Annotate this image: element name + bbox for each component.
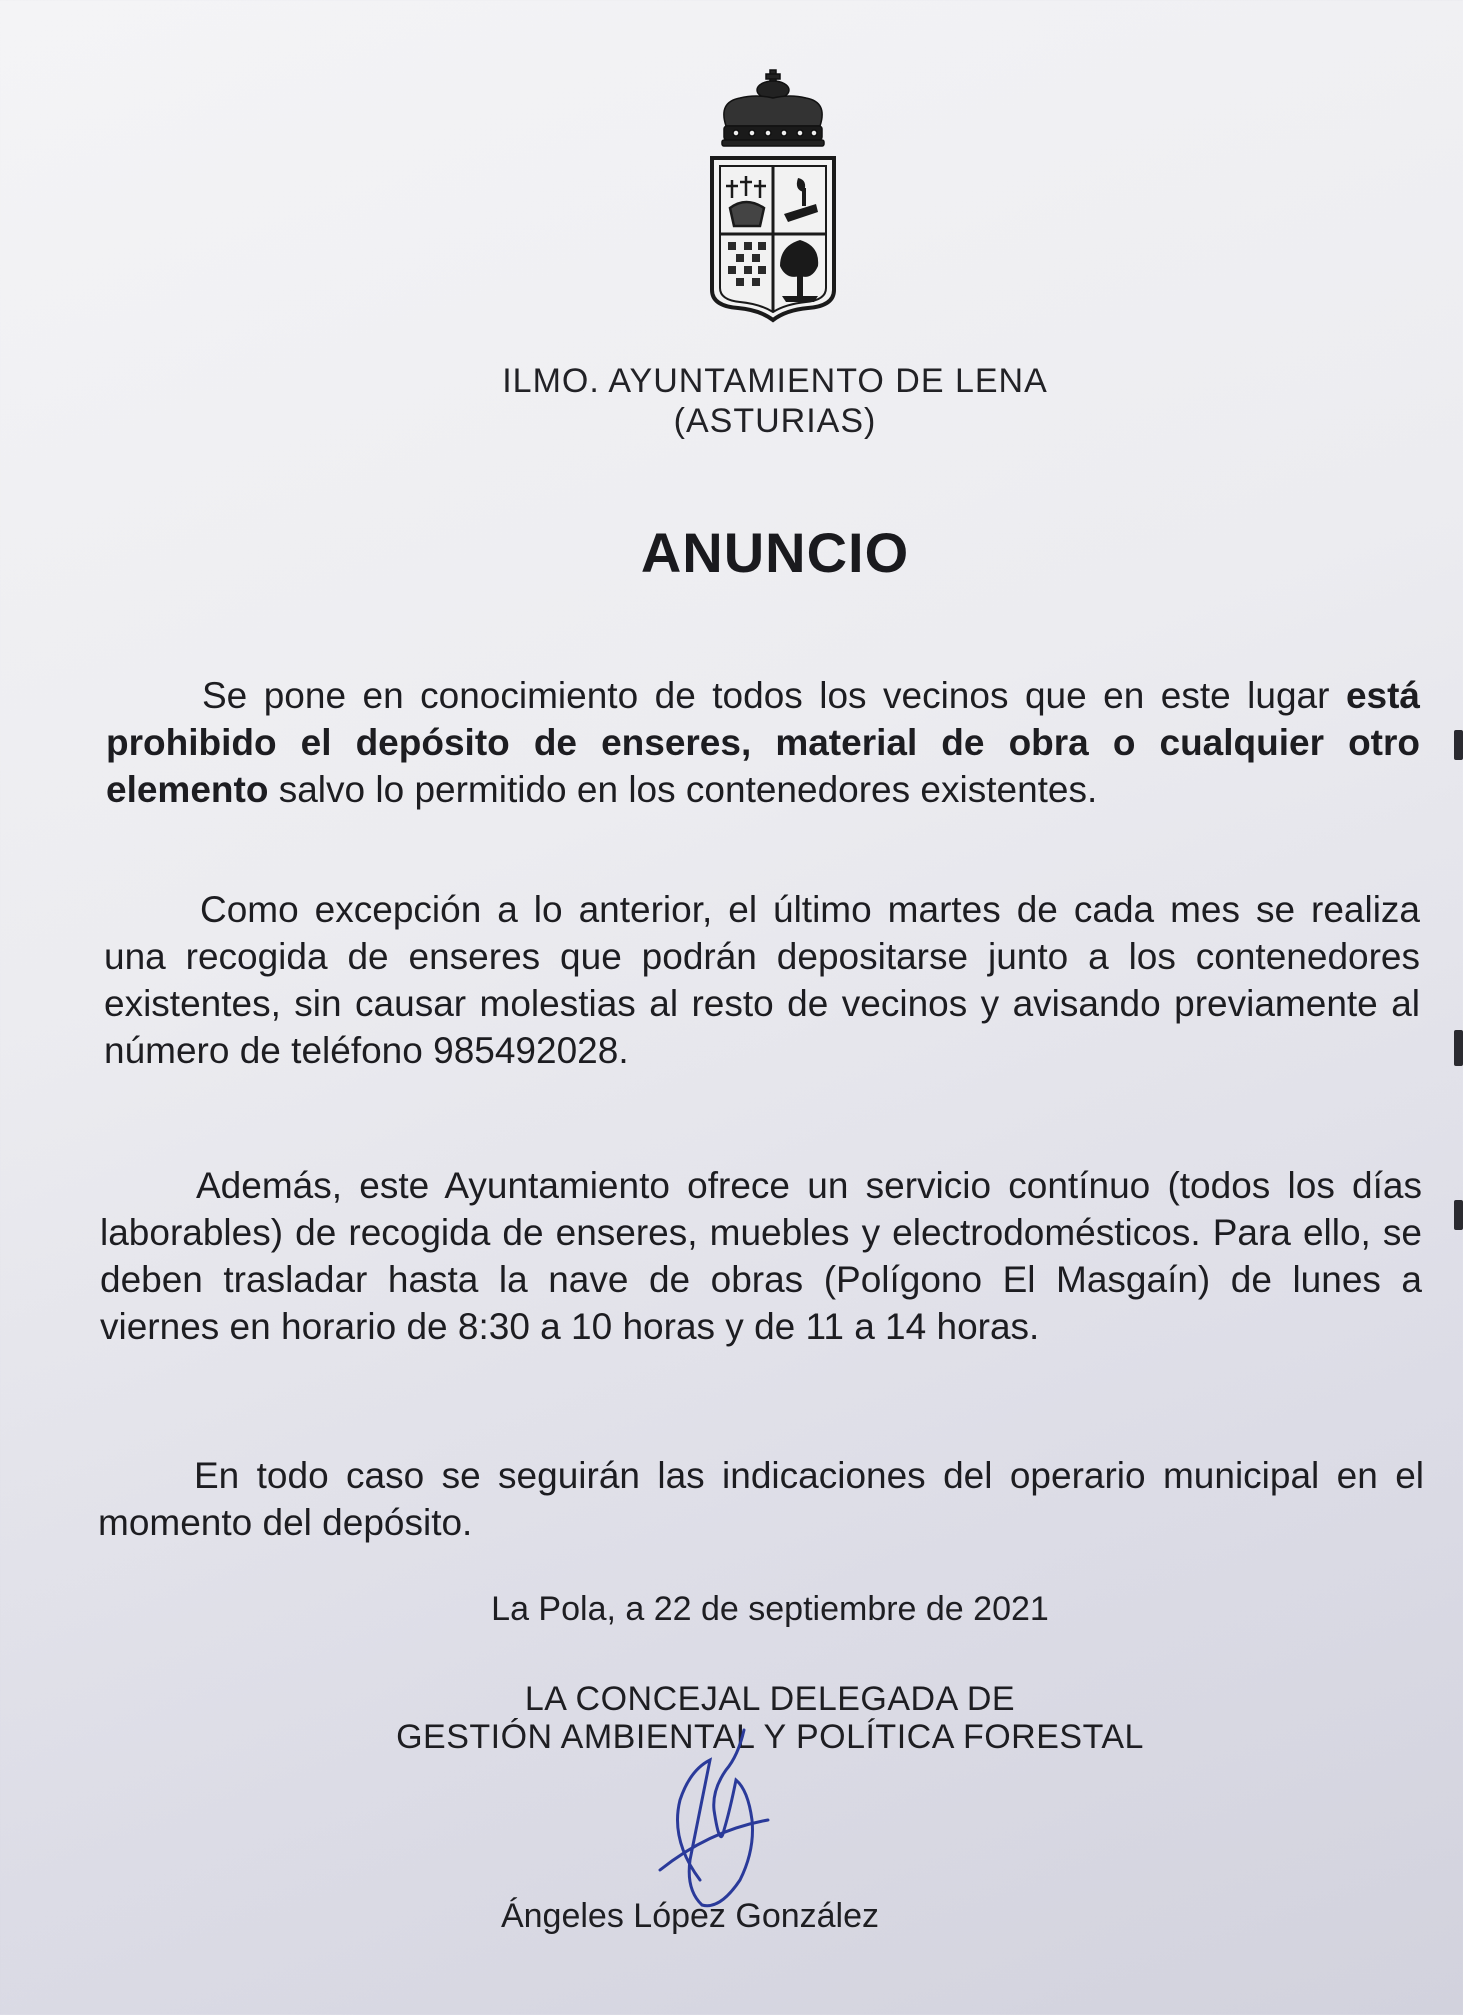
adjacent-page-edge (1454, 1030, 1463, 1066)
paragraph-prohibition-intro: Se pone en conocimiento de todos los vecinos que en este lugar (202, 675, 1330, 716)
institution-region: (ASTURIAS) (673, 402, 877, 440)
paragraph-prohibition-bold: está prohibido el depósito de enseres, material de obra o cualquier otro elemento (106, 675, 1421, 810)
signer-name: Ángeles López González (500, 1897, 880, 1935)
handwritten-signature (640, 1720, 770, 1920)
date-line: La Pola, a 22 de septiembre de 2021 (491, 1590, 1049, 1628)
signer-role-line2: GESTIÓN AMBIENTAL Y POLÍTICA FORESTAL (396, 1718, 1144, 1756)
paragraph-exception (104, 886, 1420, 1074)
paragraph-prohibition-rest: salvo lo permitido en los contenedores existentes. (268, 769, 1098, 810)
institution-name: ILMO. AYUNTAMIENTO DE LENA (502, 362, 1048, 400)
page-title: ANUNCIO (640, 521, 910, 584)
coat-of-arms-icon (708, 68, 848, 328)
paragraph-service-text: Además, este Ayuntamiento ofrece un servicio contínuo (todos los días laborables) de recogida de enseres, muebles y electrodomésticos. Para ello, se deben trasladar hasta la nave de obras (Polígono El Masgaín) de lunes a viernes en horario de 8:30 a 10 horas y de 11 a 14 horas. (100, 1165, 1422, 1347)
paragraph-exception-text: Como excepción a lo anterior, el último martes de cada mes se realiza una recogida de enseres que podrán depositarse junto a los contenedores existentes, sin causar molestias al resto de vecinos y avisando previamente al número de teléfono 985492028. (104, 889, 1420, 1071)
paragraph-prohibition (106, 672, 1420, 813)
paragraph-instructions-text: En todo caso se seguirán las indicaciones del operario municipal en el momento del depósito. (98, 1455, 1424, 1543)
adjacent-page-edge (1454, 1200, 1463, 1230)
signer-role-line1: LA CONCEJAL DELEGADA DE (524, 1680, 1016, 1718)
adjacent-page-edge (1454, 730, 1463, 760)
paragraph-service (100, 1162, 1422, 1350)
paragraph-instructions (98, 1452, 1424, 1546)
